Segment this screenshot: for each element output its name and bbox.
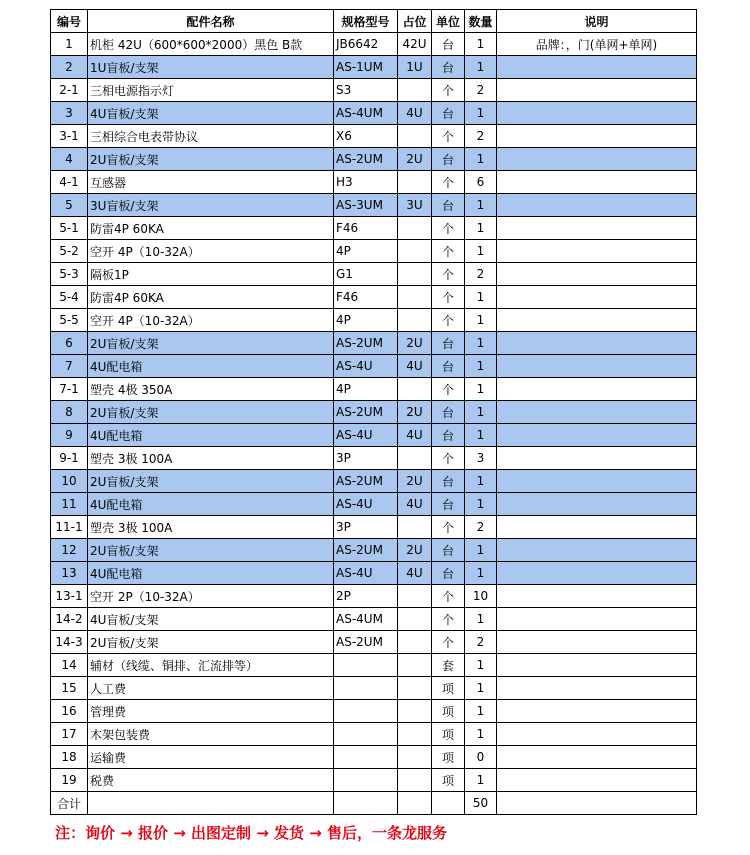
cell-no: 4-1 xyxy=(51,171,88,194)
cell-space: 4U xyxy=(398,102,432,125)
cell-space xyxy=(398,700,432,723)
cell-space xyxy=(398,378,432,401)
table-row xyxy=(51,700,697,723)
cell-no: 7 xyxy=(51,355,88,378)
cell-no: 11 xyxy=(51,493,88,516)
cell-name: 人工费 xyxy=(88,677,334,700)
cell-space xyxy=(398,677,432,700)
cell-note xyxy=(497,148,697,171)
cell-space xyxy=(398,654,432,677)
cell-name: 三相电源指示灯 xyxy=(88,79,334,102)
cell-qty: 2 xyxy=(465,263,497,286)
header-qty: 数量 xyxy=(465,10,497,33)
table-row xyxy=(51,654,697,677)
cell-note xyxy=(497,378,697,401)
table-row xyxy=(51,470,697,493)
cell-name: 塑壳 3极 100A xyxy=(88,447,334,470)
cell-name: 税费 xyxy=(88,769,334,792)
cell-unit: 台 xyxy=(432,102,465,125)
cell-unit: 个 xyxy=(432,79,465,102)
cell-name: 空开 2P（10-32A） xyxy=(88,585,334,608)
cell-qty: 1 xyxy=(465,56,497,79)
cell-space: 4U xyxy=(398,562,432,585)
cell-model: AS-4UM xyxy=(334,608,398,631)
cell-no: 13 xyxy=(51,562,88,585)
cell-unit: 项 xyxy=(432,700,465,723)
cell-name: 木架包装费 xyxy=(88,723,334,746)
cell-qty: 1 xyxy=(465,355,497,378)
table-row xyxy=(51,769,697,792)
cell-model: AS-2UM xyxy=(334,470,398,493)
table-row xyxy=(51,79,697,102)
cell-name: 机柜 42U（600*600*2000）黑色 B款 xyxy=(88,33,334,56)
cell-model: S3 xyxy=(334,79,398,102)
cell-no: 14-2 xyxy=(51,608,88,631)
cell-note xyxy=(497,56,697,79)
cell-note xyxy=(497,585,697,608)
cell-name: 2U盲板/支架 xyxy=(88,332,334,355)
cell-model xyxy=(334,769,398,792)
cell-space xyxy=(398,792,432,815)
cell-name: 运输费 xyxy=(88,746,334,769)
cell-unit: 个 xyxy=(432,309,465,332)
table-row xyxy=(51,56,697,79)
cell-qty: 1 xyxy=(465,677,497,700)
cell-unit: 个 xyxy=(432,516,465,539)
cell-note xyxy=(497,769,697,792)
cell-model: F46 xyxy=(334,217,398,240)
cell-name: 4U盲板/支架 xyxy=(88,102,334,125)
cell-name: 2U盲板/支架 xyxy=(88,148,334,171)
table-row xyxy=(51,746,697,769)
cell-space: 3U xyxy=(398,194,432,217)
cell-note xyxy=(497,539,697,562)
cell-no: 3 xyxy=(51,102,88,125)
cell-name: 2U盲板/支架 xyxy=(88,470,334,493)
cell-qty: 1 xyxy=(465,286,497,309)
cell-note xyxy=(497,194,697,217)
cell-no: 17 xyxy=(51,723,88,746)
cell-unit: 台 xyxy=(432,148,465,171)
cell-note xyxy=(497,470,697,493)
cell-name: 2U盲板/支架 xyxy=(88,539,334,562)
cell-space xyxy=(398,286,432,309)
cell-unit: 台 xyxy=(432,539,465,562)
cell-qty: 1 xyxy=(465,217,497,240)
cell-no: 5-3 xyxy=(51,263,88,286)
cell-name: 4U配电箱 xyxy=(88,424,334,447)
cell-name: 2U盲板/支架 xyxy=(88,631,334,654)
cell-space xyxy=(398,171,432,194)
cell-qty: 1 xyxy=(465,493,497,516)
cell-name: 空开 4P（10-32A） xyxy=(88,309,334,332)
cell-unit: 个 xyxy=(432,608,465,631)
cell-note xyxy=(497,332,697,355)
cell-name: 互感器 xyxy=(88,171,334,194)
cell-space xyxy=(398,769,432,792)
table-row xyxy=(51,332,697,355)
cell-unit: 台 xyxy=(432,56,465,79)
cell-no: 9-1 xyxy=(51,447,88,470)
cell-space: 4U xyxy=(398,493,432,516)
cell-name: 防雷4P 60KA xyxy=(88,217,334,240)
header-note: 说明 xyxy=(497,10,697,33)
cell-note xyxy=(497,516,697,539)
cell-unit: 项 xyxy=(432,677,465,700)
cell-no: 10 xyxy=(51,470,88,493)
cell-no: 12 xyxy=(51,539,88,562)
cell-qty: 1 xyxy=(465,102,497,125)
cell-no: 5-5 xyxy=(51,309,88,332)
cell-unit: 个 xyxy=(432,171,465,194)
cell-unit: 个 xyxy=(432,125,465,148)
cell-no: 5-1 xyxy=(51,217,88,240)
cell-no: 5-4 xyxy=(51,286,88,309)
cell-model: AS-4U xyxy=(334,424,398,447)
cell-unit: 台 xyxy=(432,470,465,493)
cell-space xyxy=(398,746,432,769)
table-row xyxy=(51,309,697,332)
cell-note: 品牌：，门(单网+单网) xyxy=(497,33,697,56)
cell-space xyxy=(398,723,432,746)
cell-qty: 1 xyxy=(465,148,497,171)
cell-unit xyxy=(432,792,465,815)
cell-space: 42U xyxy=(398,33,432,56)
cell-name: 塑壳 3极 100A xyxy=(88,516,334,539)
cell-note xyxy=(497,700,697,723)
cell-unit: 台 xyxy=(432,332,465,355)
table-row xyxy=(51,631,697,654)
cell-name: 2U盲板/支架 xyxy=(88,401,334,424)
cell-no: 19 xyxy=(51,769,88,792)
cell-qty: 1 xyxy=(465,562,497,585)
cell-space xyxy=(398,217,432,240)
cell-no: 8 xyxy=(51,401,88,424)
cell-note xyxy=(497,355,697,378)
cell-space: 1U xyxy=(398,56,432,79)
cell-space: 2U xyxy=(398,401,432,424)
cell-space xyxy=(398,447,432,470)
cell-unit: 台 xyxy=(432,424,465,447)
cell-unit: 个 xyxy=(432,240,465,263)
cell-model: 3P xyxy=(334,516,398,539)
cell-unit: 台 xyxy=(432,33,465,56)
cell-unit: 台 xyxy=(432,194,465,217)
cell-qty: 2 xyxy=(465,125,497,148)
table-row xyxy=(51,378,697,401)
table-row xyxy=(51,194,697,217)
cell-model: AS-2UM xyxy=(334,332,398,355)
table-row xyxy=(51,286,697,309)
cell-name: 1U盲板/支架 xyxy=(88,56,334,79)
cell-unit: 台 xyxy=(432,562,465,585)
cell-no: 16 xyxy=(51,700,88,723)
cell-qty: 0 xyxy=(465,746,497,769)
cell-no: 1 xyxy=(51,33,88,56)
cell-note xyxy=(497,424,697,447)
cell-model: AS-4U xyxy=(334,493,398,516)
cell-unit: 个 xyxy=(432,217,465,240)
cell-qty: 1 xyxy=(465,608,497,631)
cell-qty: 2 xyxy=(465,631,497,654)
cell-note xyxy=(497,447,697,470)
cell-model: AS-2UM xyxy=(334,539,398,562)
cell-qty: 1 xyxy=(465,470,497,493)
cell-note xyxy=(497,677,697,700)
cell-qty: 1 xyxy=(465,332,497,355)
cell-model xyxy=(334,700,398,723)
cell-qty: 1 xyxy=(465,378,497,401)
header-space: 占位 xyxy=(398,10,432,33)
cell-qty: 1 xyxy=(465,424,497,447)
cell-name: 4U配电箱 xyxy=(88,562,334,585)
cell-unit: 个 xyxy=(432,631,465,654)
cell-space xyxy=(398,79,432,102)
cell-space: 4U xyxy=(398,424,432,447)
cell-qty: 1 xyxy=(465,401,497,424)
table-row xyxy=(51,424,697,447)
cell-space: 2U xyxy=(398,148,432,171)
cell-unit: 个 xyxy=(432,585,465,608)
cell-unit: 项 xyxy=(432,723,465,746)
cell-space xyxy=(398,263,432,286)
cell-no: 15 xyxy=(51,677,88,700)
cell-name: 4U盲板/支架 xyxy=(88,608,334,631)
cell-model: AS-4U xyxy=(334,562,398,585)
cell-no: 6 xyxy=(51,332,88,355)
table-row xyxy=(51,608,697,631)
cell-no: 5-2 xyxy=(51,240,88,263)
table-row xyxy=(51,447,697,470)
cell-qty: 2 xyxy=(465,79,497,102)
cell-space xyxy=(398,516,432,539)
cell-name: 3U盲板/支架 xyxy=(88,194,334,217)
cell-no: 14 xyxy=(51,654,88,677)
cell-note xyxy=(497,654,697,677)
cell-model: 4P xyxy=(334,309,398,332)
table-row xyxy=(51,355,697,378)
header-no: 编号 xyxy=(51,10,88,33)
cell-qty: 1 xyxy=(465,700,497,723)
cell-note xyxy=(497,746,697,769)
cell-qty: 1 xyxy=(465,723,497,746)
cell-model xyxy=(334,677,398,700)
cell-unit: 套 xyxy=(432,654,465,677)
cell-note xyxy=(497,631,697,654)
cell-name: 塑壳 4极 350A xyxy=(88,378,334,401)
cell-note xyxy=(497,309,697,332)
cell-qty: 6 xyxy=(465,171,497,194)
cell-model: H3 xyxy=(334,171,398,194)
table-row xyxy=(51,217,697,240)
cell-note xyxy=(497,217,697,240)
cell-model: 2P xyxy=(334,585,398,608)
cell-qty: 1 xyxy=(465,240,497,263)
cell-model xyxy=(334,654,398,677)
cell-no: 2-1 xyxy=(51,79,88,102)
cell-no: 3-1 xyxy=(51,125,88,148)
table-row xyxy=(51,516,697,539)
cell-name: 三相综合电表带协议 xyxy=(88,125,334,148)
cell-space xyxy=(398,608,432,631)
cell-qty: 1 xyxy=(465,33,497,56)
cell-note xyxy=(497,401,697,424)
table-row xyxy=(51,125,697,148)
cell-note xyxy=(497,562,697,585)
table-row xyxy=(51,539,697,562)
cell-name: 4U配电箱 xyxy=(88,493,334,516)
cell-no: 14-3 xyxy=(51,631,88,654)
header-row xyxy=(51,10,697,33)
cell-model: 4P xyxy=(334,378,398,401)
cell-note xyxy=(497,493,697,516)
cell-no: 2 xyxy=(51,56,88,79)
cell-space: 2U xyxy=(398,332,432,355)
cell-model: AS-4UM xyxy=(334,102,398,125)
table-row xyxy=(51,263,697,286)
cell-no: 13-1 xyxy=(51,585,88,608)
cell-no: 7-1 xyxy=(51,378,88,401)
cell-unit: 台 xyxy=(432,493,465,516)
cell-model: F46 xyxy=(334,286,398,309)
cell-note xyxy=(497,125,697,148)
table-row xyxy=(51,401,697,424)
table-row xyxy=(51,102,697,125)
cell-note xyxy=(497,263,697,286)
cell-space xyxy=(398,585,432,608)
table-row xyxy=(51,562,697,585)
cell-qty: 10 xyxy=(465,585,497,608)
cell-unit: 个 xyxy=(432,286,465,309)
cell-qty: 1 xyxy=(465,194,497,217)
cell-space xyxy=(398,631,432,654)
cell-model: X6 xyxy=(334,125,398,148)
cell-note xyxy=(497,723,697,746)
cell-space: 4U xyxy=(398,355,432,378)
cell-space xyxy=(398,309,432,332)
cell-note xyxy=(497,608,697,631)
cell-unit: 台 xyxy=(432,401,465,424)
cell-name: 空开 4P（10-32A） xyxy=(88,240,334,263)
cell-qty: 1 xyxy=(465,309,497,332)
cell-no: 4 xyxy=(51,148,88,171)
table-row xyxy=(51,792,697,815)
cell-name: 管理费 xyxy=(88,700,334,723)
cell-no: 9 xyxy=(51,424,88,447)
cell-model: AS-3UM xyxy=(334,194,398,217)
cell-note xyxy=(497,79,697,102)
header-name: 配件名称 xyxy=(88,10,334,33)
cell-unit: 个 xyxy=(432,378,465,401)
header-unit: 单位 xyxy=(432,10,465,33)
table-row xyxy=(51,677,697,700)
cell-model xyxy=(334,723,398,746)
cell-qty: 1 xyxy=(465,539,497,562)
service-note: 注：询价 → 报价 → 出图定制 → 发货 → 售后，一条龙服务 xyxy=(55,824,448,842)
cell-space xyxy=(398,125,432,148)
cell-qty: 50 xyxy=(465,792,497,815)
cell-model: AS-2UM xyxy=(334,148,398,171)
cell-model xyxy=(334,746,398,769)
cell-model xyxy=(334,792,398,815)
cell-unit: 个 xyxy=(432,263,465,286)
cell-model: G1 xyxy=(334,263,398,286)
cell-no: 11-1 xyxy=(51,516,88,539)
cell-model: AS-1UM xyxy=(334,56,398,79)
cell-unit: 项 xyxy=(432,746,465,769)
cell-no: 18 xyxy=(51,746,88,769)
table-row xyxy=(51,240,697,263)
table-row xyxy=(51,148,697,171)
cell-model: AS-4U xyxy=(334,355,398,378)
cell-model: 4P xyxy=(334,240,398,263)
cell-no: 5 xyxy=(51,194,88,217)
parts-table xyxy=(50,9,697,815)
cell-model: AS-2UM xyxy=(334,401,398,424)
cell-note xyxy=(497,792,697,815)
table-row xyxy=(51,33,697,56)
cell-space xyxy=(398,240,432,263)
cell-unit: 项 xyxy=(432,769,465,792)
cell-qty: 3 xyxy=(465,447,497,470)
cell-space: 2U xyxy=(398,470,432,493)
cell-name: 隔板1P xyxy=(88,263,334,286)
cell-note xyxy=(497,102,697,125)
cell-note xyxy=(497,286,697,309)
cell-qty: 2 xyxy=(465,516,497,539)
cell-no: 合计 xyxy=(51,792,88,815)
cell-note xyxy=(497,171,697,194)
cell-qty: 1 xyxy=(465,654,497,677)
table-row xyxy=(51,493,697,516)
header-model: 规格型号 xyxy=(334,10,398,33)
cell-qty: 1 xyxy=(465,769,497,792)
table-row xyxy=(51,723,697,746)
table-row xyxy=(51,585,697,608)
cell-model: JB6642 xyxy=(334,33,398,56)
cell-name: 辅材（线缆、铜排、汇流排等） xyxy=(88,654,334,677)
cell-name: 防雷4P 60KA xyxy=(88,286,334,309)
cell-name xyxy=(88,792,334,815)
cell-note xyxy=(497,240,697,263)
cell-unit: 个 xyxy=(432,447,465,470)
cell-model: AS-2UM xyxy=(334,631,398,654)
cell-name: 4U配电箱 xyxy=(88,355,334,378)
cell-unit: 台 xyxy=(432,355,465,378)
cell-space: 2U xyxy=(398,539,432,562)
table-row xyxy=(51,171,697,194)
cell-model: 3P xyxy=(334,447,398,470)
